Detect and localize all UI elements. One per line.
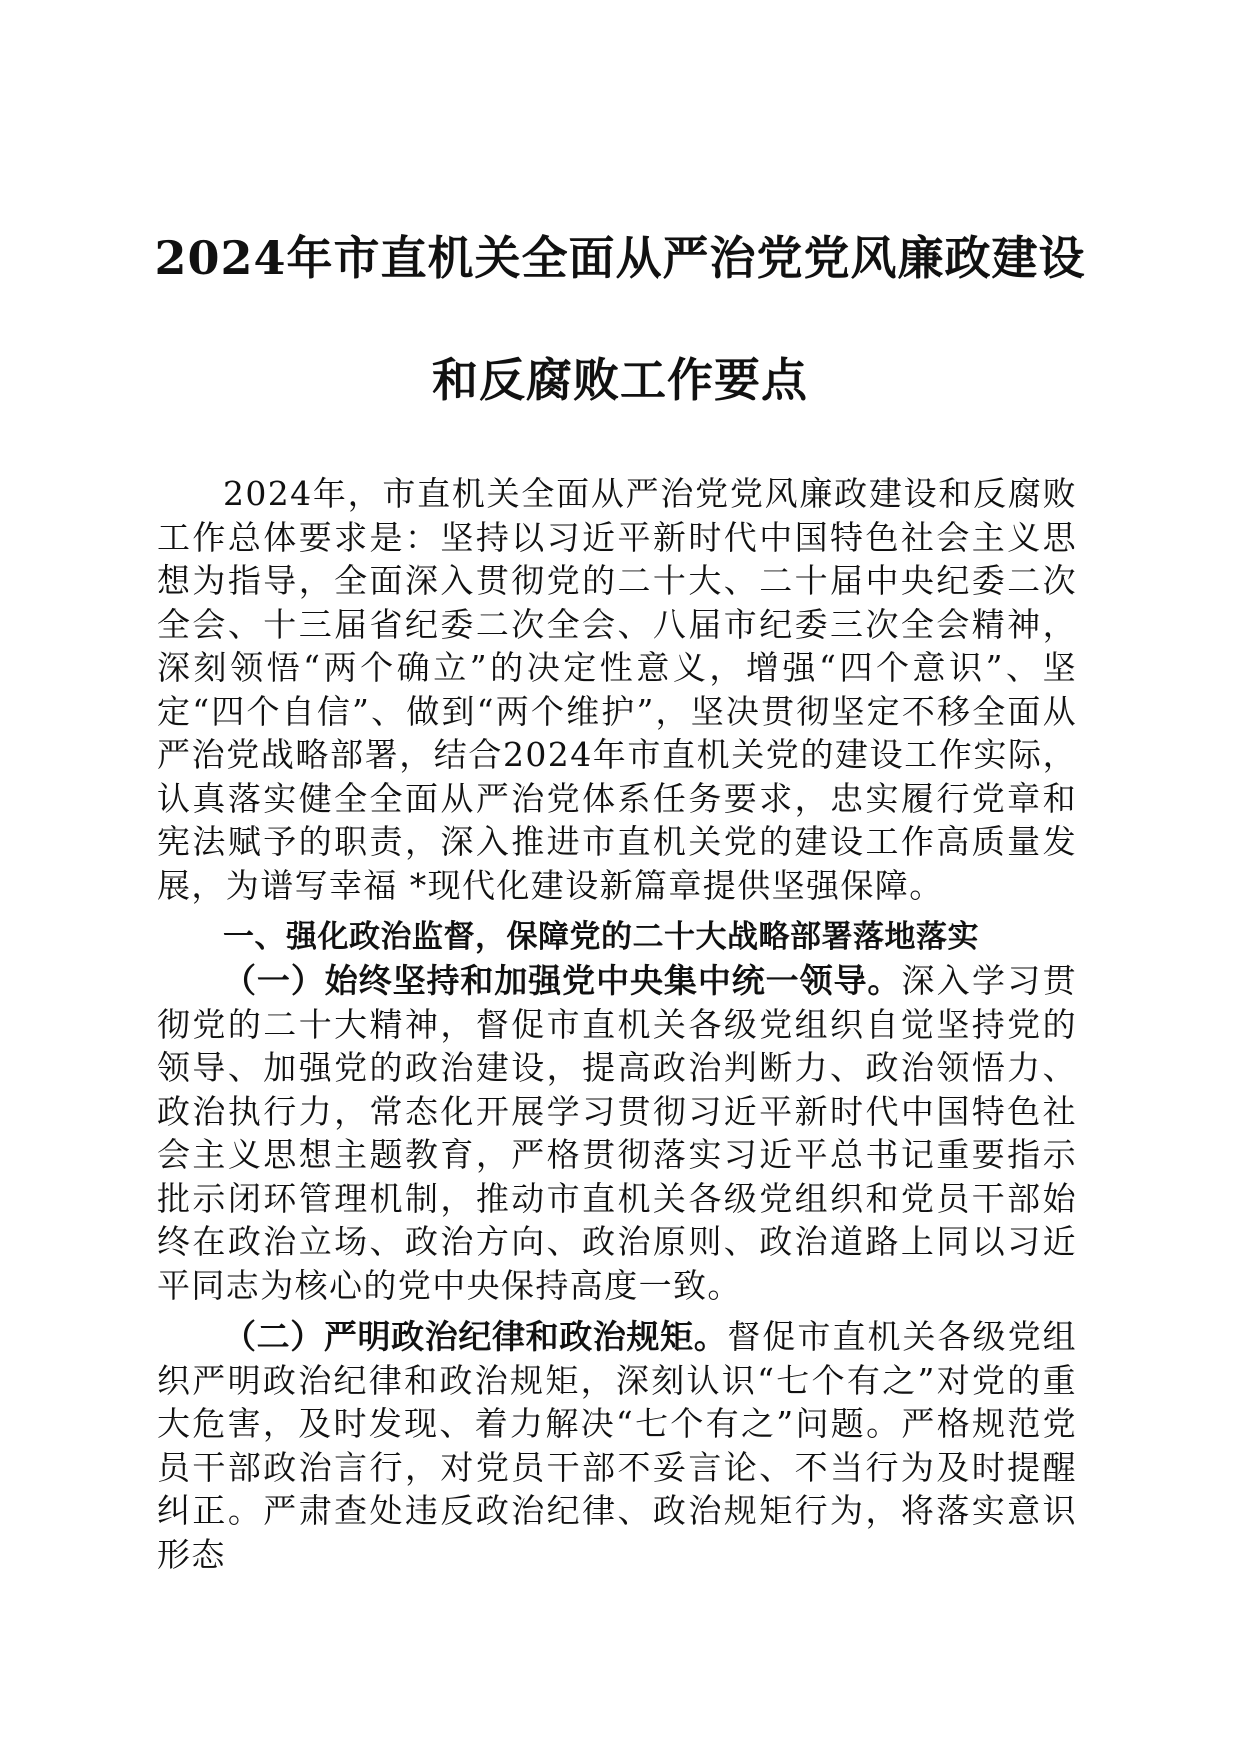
- document-title-line-1: 2024年市直机关全面从严治党党风廉政建设: [154, 231, 1086, 285]
- item-2-paragraph: [157, 1315, 1077, 1576]
- item-1-lead: （一）始终坚持和加强党中央集中统一领导。: [223, 961, 902, 1000]
- document-body: [157, 472, 1077, 1576]
- item-2-text: 督促市直机关各级党组织严明政治纪律和政治规矩，深刻认识“七个有之”对党的重大危害，及时发现、着力解决“七个有之”问题。严格规范党员干部政治言行，对党员干部不妥言论、不当行为及时提醒纠正。严肃查处违反政治纪律、政治规矩行为，将落实意识形态: [157, 1317, 1077, 1574]
- intro-paragraph: 2024年，市直机关全面从严治党党风廉政建设和反腐败工作总体要求是：坚持以习近平新时代中国特色社会主义思想为指导，全面深入贯彻党的二十大、二十届中央纪委二次全会、十三届省纪委二次全会、八届市纪委三次全会精神，深刻领悟“两个确立”的决定性意义，增强“四个意识”、坚定“四个自信”、做到“两个维护”，坚决贯彻坚定不移全面从严治党战略部署，结合2024年市直机关党的建设工作实际，认真落实健全全面从严治党体系任务要求，忠实履行党章和宪法赋予的职责，深入推进市直机关党的建设工作高质量发展，为谱写幸福 *现代化建设新篇章提供坚强保障。: [157, 474, 1077, 905]
- item-1-paragraph: [157, 959, 1077, 1307]
- document-title-line-2: 和反腐败工作要点: [432, 353, 808, 407]
- item-2-lead: （二）严明政治纪律和政治规矩。: [223, 1317, 728, 1356]
- section-1-heading: 一、强化政治监督，保障党的二十大战略部署落地落实: [223, 919, 979, 955]
- item-1-text: 深入学习贯彻党的二十大精神，督促市直机关各级党组织自觉坚持党的领导、加强党的政治建设，提高政治判断力、政治领悟力、政治执行力，常态化开展学习贯彻习近平新时代中国特色社会主义思想主题教育，严格贯彻落实习近平总书记重要指示批示闭环管理机制，推动市直机关各级党组织和党员干部始终在政治立场、政治方向、政治原则、政治道路上同以习近平同志为核心的党中央保持高度一致。: [157, 961, 1078, 1305]
